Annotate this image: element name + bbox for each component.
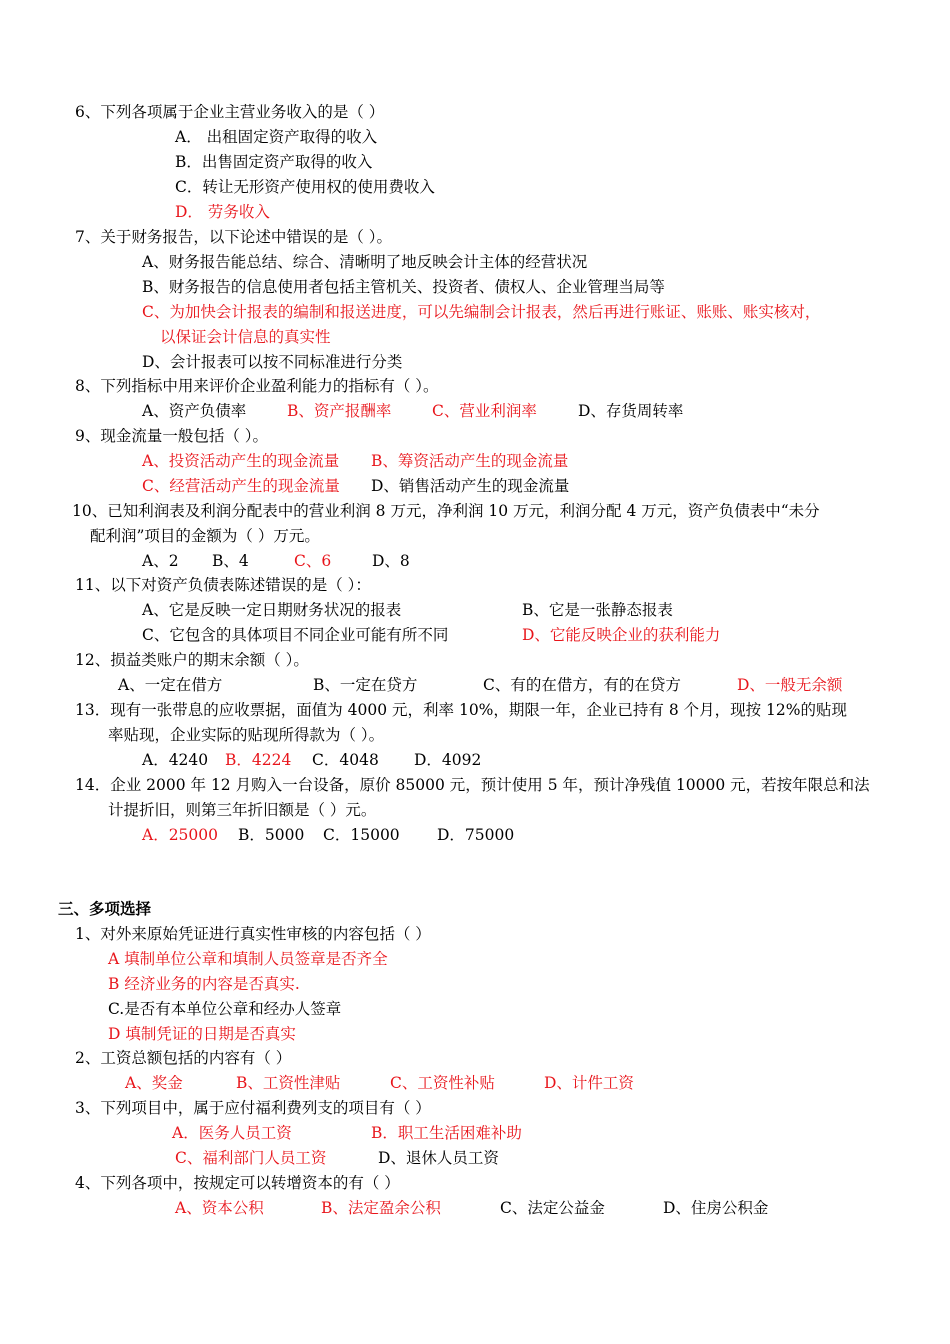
q12-option-c: C、有的在借方，有的在贷方 <box>483 676 681 694</box>
q14-option-c: C．15000 <box>323 826 400 844</box>
q11-option-d: D、它能反映企业的获利能力 <box>522 626 721 644</box>
q12-option-a: A、一定在借方 <box>118 676 223 694</box>
m3-option-c: C、福利部门人员工资 <box>175 1149 327 1167</box>
q11-option-c: C、它包含的具体项目不同企业可能有所不同 <box>142 626 449 644</box>
q10-option-d: D、8 <box>372 552 410 570</box>
q7-stem: 7、关于财务报告，以下论述中错误的是（ ）。 <box>75 228 393 246</box>
q8-option-c: C、营业利润率 <box>432 402 537 420</box>
q10-stem-line2: 配利润”项目的金额为（ ）万元。 <box>90 527 320 545</box>
q6-option-c: C．转让无形资产使用权的使用费收入 <box>175 178 435 196</box>
q6-option-d: D． 劳务收入 <box>175 203 270 221</box>
q8-option-b: B、资产报酬率 <box>287 402 392 420</box>
q9-option-a: A、投资活动产生的现金流量 <box>142 452 340 470</box>
m1-option-a: A 填制单位公章和填制人员签章是否齐全 <box>108 950 388 968</box>
m4-option-a: A、资本公积 <box>175 1199 264 1217</box>
m1-stem: 1、对外来原始凭证进行真实性审核的内容包括（ ） <box>75 925 431 943</box>
m4-stem: 4、下列各项中，按规定可以转增资本的有（ ） <box>75 1174 400 1192</box>
section-title: 三、多项选择 <box>58 899 152 918</box>
q10-option-a: A、2 <box>142 552 179 570</box>
q12-option-b: B、一定在贷方 <box>313 676 418 694</box>
m2-option-c: C、工资性补贴 <box>390 1074 495 1092</box>
q7-option-d: D、会计报表可以按不同标准进行分类 <box>142 353 403 371</box>
q9-option-c: C、经营活动产生的现金流量 <box>142 477 340 495</box>
q7-option-c-line1: C、为加快会计报表的编制和报送进度，可以先编制会计报表，然后再进行账证、账账、账实核对， <box>142 303 821 321</box>
q6-option-b: B．出售固定资产取得的收入 <box>175 153 373 171</box>
q8-option-a: A、资产负债率 <box>142 402 247 420</box>
q13-option-d: D．4092 <box>414 751 482 769</box>
q6-option-a: A． 出租固定资产取得的收入 <box>175 128 378 146</box>
q14-option-b: B．5000 <box>238 826 305 844</box>
m2-stem: 2、工资总额包括的内容有（ ） <box>75 1049 292 1067</box>
m2-option-b: B、工资性津贴 <box>236 1074 341 1092</box>
q11-option-a: A、它是反映一定日期财务状况的报表 <box>142 601 402 619</box>
q10-option-c: C、6 <box>294 552 332 570</box>
m1-option-d: D 填制凭证的日期是否真实 <box>108 1025 296 1043</box>
q14-stem-line1: 14．企业 2000 年 12 月购入一台设备，原价 85000 元，预计使用 5 年，预计净残值 10000 元，若按年限总和法 <box>75 776 870 794</box>
q10-stem-line1: 10、已知利润表及利润分配表中的营业利润 8 万元，净利润 10 万元，利润分配 4 万元，资产负债表中“未分 <box>72 502 820 520</box>
q14-option-a: A．25000 <box>142 826 219 844</box>
m3-option-a: A．医务人员工资 <box>172 1124 292 1142</box>
q8-option-d: D、存货周转率 <box>578 402 684 420</box>
q14-option-d: D．75000 <box>437 826 515 844</box>
m3-option-d: D、退休人员工资 <box>378 1149 499 1167</box>
m3-stem: 3、下列项目中，属于应付福利费列支的项目有（ ） <box>75 1099 431 1117</box>
m1-option-b: B 经济业务的内容是否真实. <box>108 975 300 993</box>
m2-option-d: D、计件工资 <box>544 1074 634 1092</box>
m2-option-a: A、奖金 <box>125 1074 183 1092</box>
q12-stem: 12、损益类账户的期末余额（ ）。 <box>75 651 309 669</box>
q13-option-b: B．4224 <box>225 751 292 769</box>
m1-option-c: C.是否有本单位公章和经办人签章 <box>108 1000 342 1018</box>
q14-stem-line2: 计提折旧，则第三年折旧额是（ ）元。 <box>108 801 377 819</box>
q9-option-b: B、筹资活动产生的现金流量 <box>371 452 569 470</box>
q13-option-c: C．4048 <box>312 751 379 769</box>
q13-stem-line1: 13．现有一张带息的应收票据，面值为 4000 元，利率 10%，期限一年，企业已持有 8 个月，现按 12%的贴现 <box>75 701 847 719</box>
m3-option-b: B．职工生活困难补助 <box>371 1124 522 1142</box>
q13-stem-line2: 率贴现，企业实际的贴现所得款为（ ）。 <box>108 726 385 744</box>
q9-option-d: D、销售活动产生的现金流量 <box>371 477 570 495</box>
q7-option-b: B、财务报告的信息使用者包括主管机关、投资者、债权人、企业管理当局等 <box>142 278 665 296</box>
q6-stem: 6、下列各项属于企业主营业务收入的是（ ） <box>75 103 385 121</box>
q7-option-a: A、财务报告能总结、综合、清晰明了地反映会计主体的经营状况 <box>142 253 588 271</box>
q12-option-d: D、一般无余额 <box>737 676 843 694</box>
q11-stem: 11、以下对资产负债表陈述错误的是（ ）： <box>75 576 371 594</box>
m4-option-d: D、住房公积金 <box>663 1199 769 1217</box>
q8-stem: 8、下列指标中用来评价企业盈利能力的指标有（ ）。 <box>75 377 439 395</box>
m4-option-c: C、法定公益金 <box>500 1199 605 1217</box>
q13-option-a: A．4240 <box>142 751 209 769</box>
q9-stem: 9、现金流量一般包括（ ）。 <box>75 427 269 445</box>
m4-option-b: B、法定盈余公积 <box>321 1199 441 1217</box>
q11-option-b: B、它是一张静态报表 <box>522 601 673 619</box>
q10-option-b: B、4 <box>212 552 249 570</box>
q7-option-c-line2: 以保证会计信息的真实性 <box>160 328 331 346</box>
